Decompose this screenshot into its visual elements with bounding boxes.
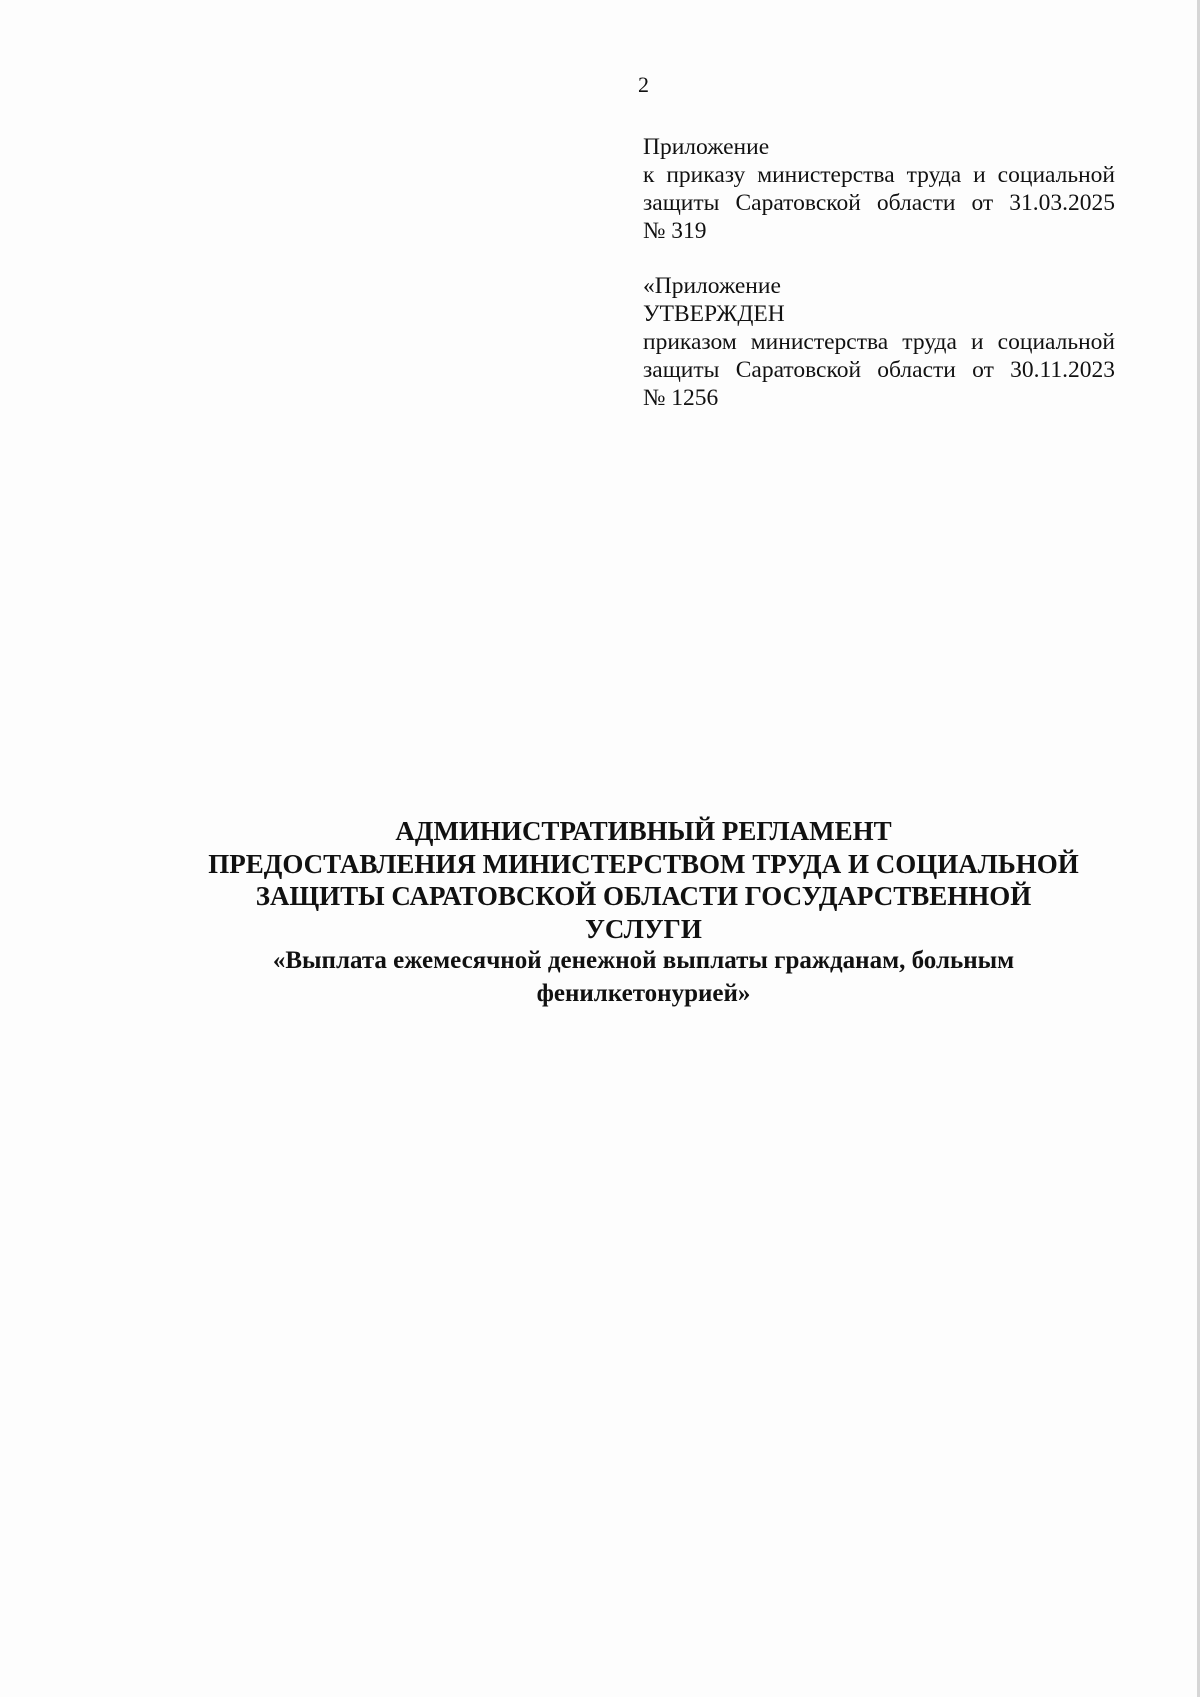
title-line-1: АДМИНИСТРАТИВНЫЙ РЕГЛАМЕНТ: [395, 816, 892, 846]
document-title: [140, 815, 1147, 1010]
annex-heading: Приложение: [643, 134, 770, 160]
annex-block: [643, 133, 1115, 412]
approved-label: УТВЕРЖДЕН: [643, 301, 785, 327]
original-annex-heading: «Приложение: [643, 273, 781, 299]
title-line-4: УСЛУГИ: [585, 913, 702, 944]
title-line-2: ПРЕДОСТАВЛЕНИЯ МИНИСТЕРСТВОМ ТРУДА И СОЦИАЛЬНОЙ: [208, 848, 1079, 879]
annex-spacer: [643, 245, 1115, 272]
service-name-line-2: фенилкетонурией»: [536, 979, 751, 1007]
annex-line-1: к приказу министерства труда и социальной: [643, 162, 1115, 188]
original-annex-line-1: приказом министерства труда и социальной: [643, 329, 1115, 355]
annex-line-2: защиты Саратовской области от 31.03.2025: [643, 190, 1115, 216]
service-name-line-1: «Выплата ежемесячной денежной выплаты гражданам, больным: [272, 947, 1015, 974]
original-annex-line-3: № 1256: [643, 385, 719, 411]
page-number: 2: [638, 72, 649, 97]
title-line-3: ЗАЩИТЫ САРАТОВСКОЙ ОБЛАСТИ ГОСУДАРСТВЕННОЙ: [255, 881, 1032, 911]
original-annex-line-2: защиты Саратовской области от 30.11.2023: [643, 357, 1115, 383]
annex-line-3: № 319: [643, 218, 707, 244]
